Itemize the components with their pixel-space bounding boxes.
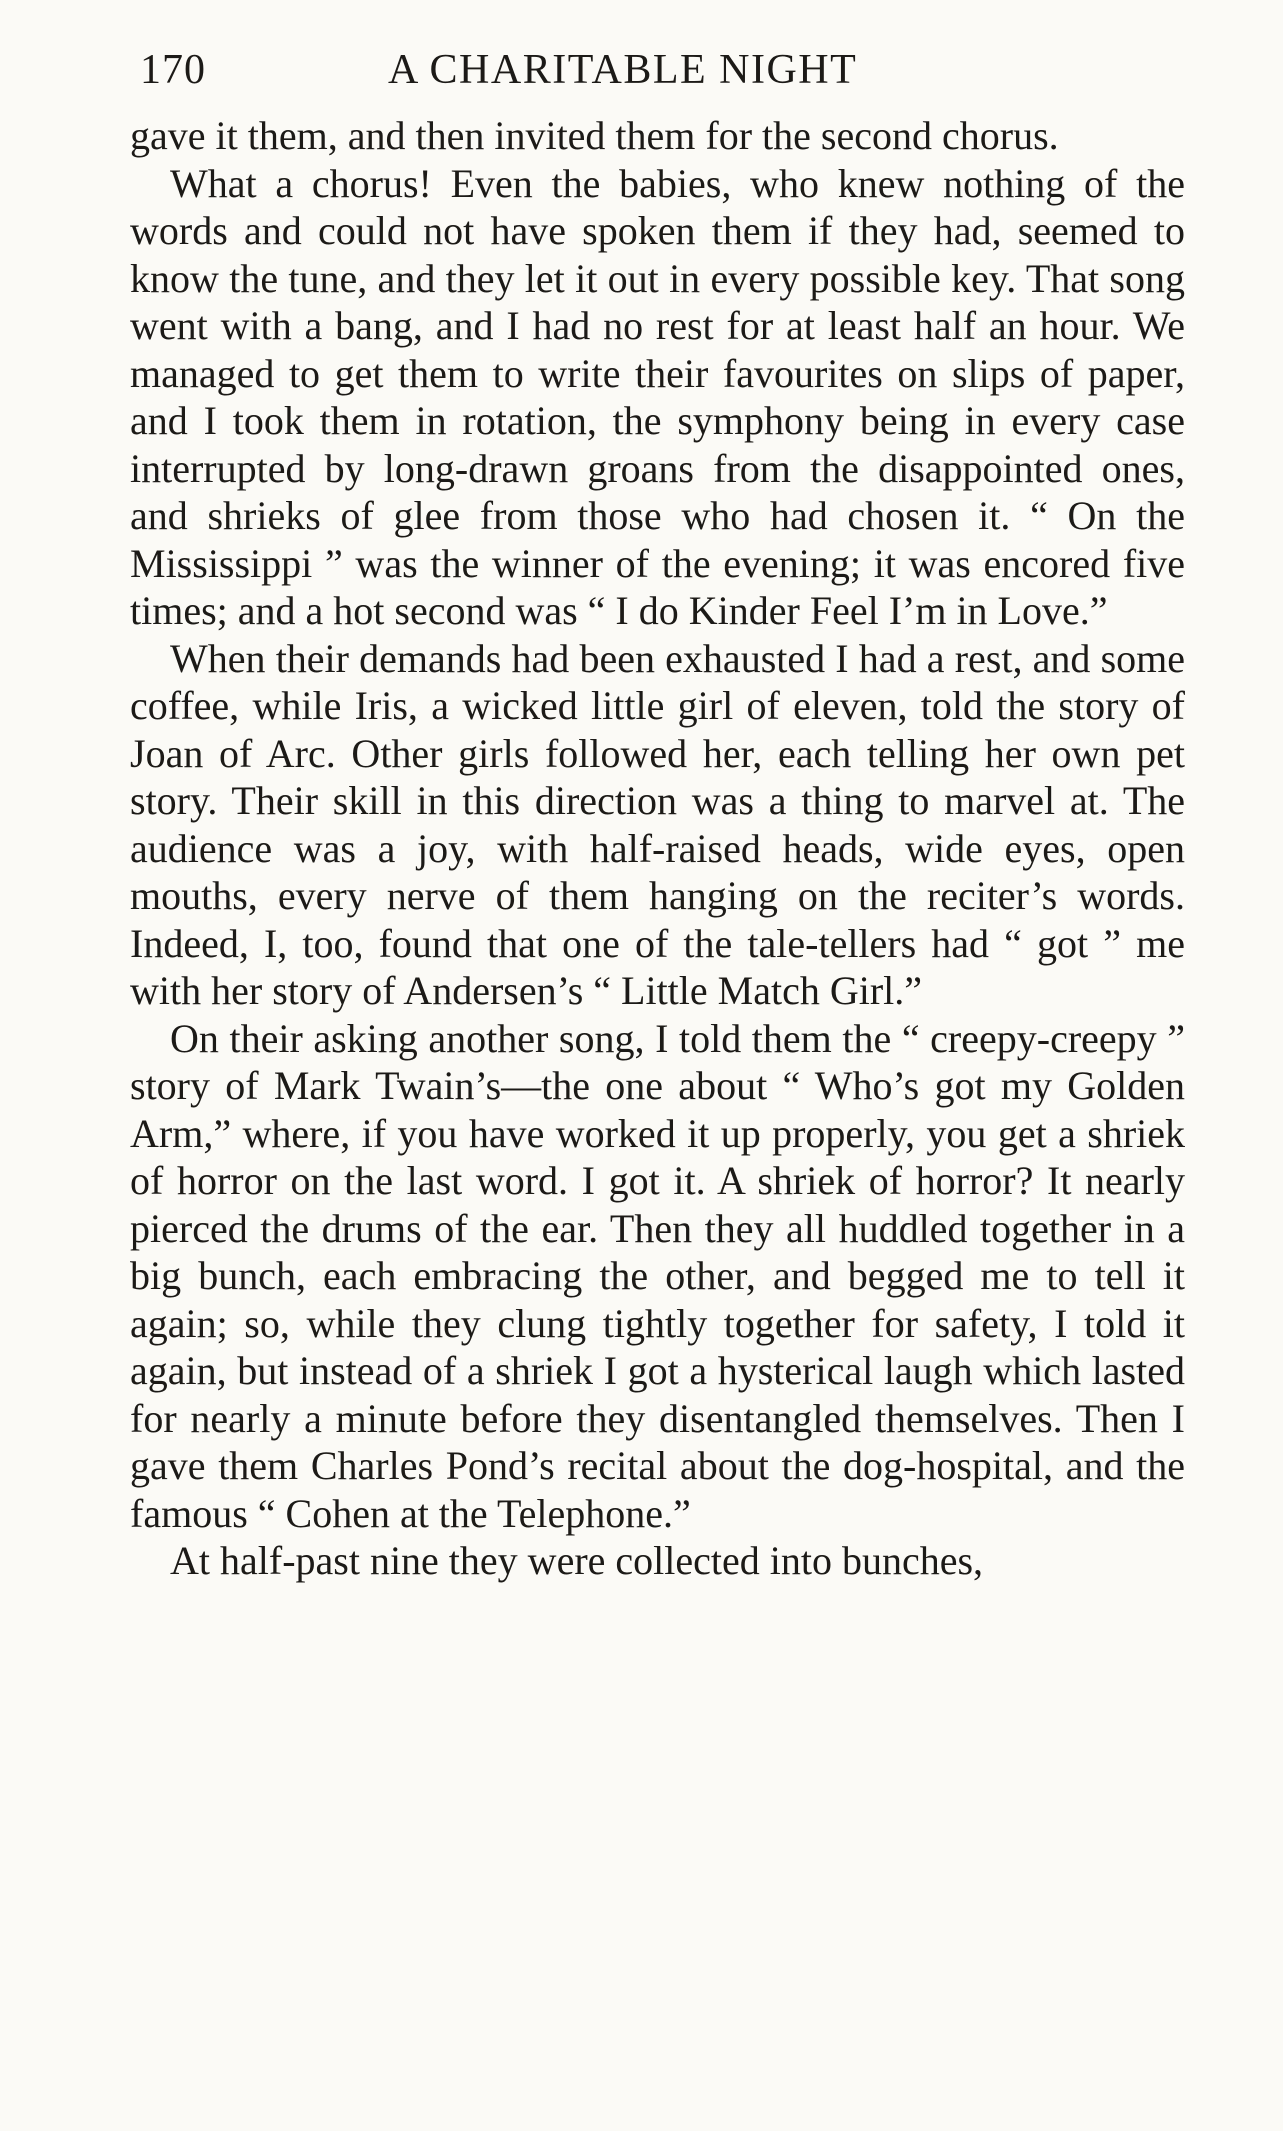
paragraph: On their asking another song, I told them the “ creepy-creepy ” story of Mark Twain’s—the one about “ Who’s got my Golden Arm,” where, if you have worked it up properly, you get a shriek of horror on the last word. I got it. A shriek of horror? It nearly pierced the drums of the ear. Then they all huddled together in a big bunch, each embracing the other, and begged me to tell it again; so, while they clung tightly together for safety, I told it again, but instead of a shriek I got a hysterical laugh which lasted for nearly a minute before they disentangled themselves. Then I gave them Charles Pond’s recital about the dog-hospital, and the famous “ Cohen at the Telephone.” — [130, 1015, 1185, 1536]
running-head — [140, 40, 1180, 100]
running-title: A CHARITABLE NIGHT — [388, 47, 858, 93]
page-number: 170 — [140, 47, 206, 93]
paragraph-continued: gave it them, and then invited them for the second chorus. — [130, 113, 1059, 158]
body-text — [130, 112, 1185, 1585]
paragraph: When their demands had been exhausted I had a rest, and some coffee, while Iris, a wicked little girl of eleven, told the story of Joan of Arc. Other girls followed her, each telling her own pet story. Their skill in this direction was a thing to marvel at. The audience was a joy, with half-raised heads, wide eyes, open mouths, every nerve of them hanging on the reciter’s words. Indeed, I, too, found that one of the tale-tellers had “ got ” me with her story of Andersen’s “ Little Match Girl.” — [130, 635, 1185, 1013]
paragraph: What a chorus! Even the babies, who knew nothing of the words and could not have spoken them if they had, seemed to know the tune, and they let it out in every possible key. That song went with a bang, and I had no rest for at least half an hour. We managed to get them to write their favourites on slips of paper, and I took them in rotation, the symphony being in every case interrupted by long-drawn groans from the disappointed ones, and shrieks of glee from those who had chosen it. “ On the Mississippi ” was the winner of the evening; it was encored five times; and a hot second was “ I do Kinder Feel I’m in Love.” — [130, 160, 1185, 633]
paragraph: At half-past nine they were collected into bunches, — [170, 1538, 984, 1583]
